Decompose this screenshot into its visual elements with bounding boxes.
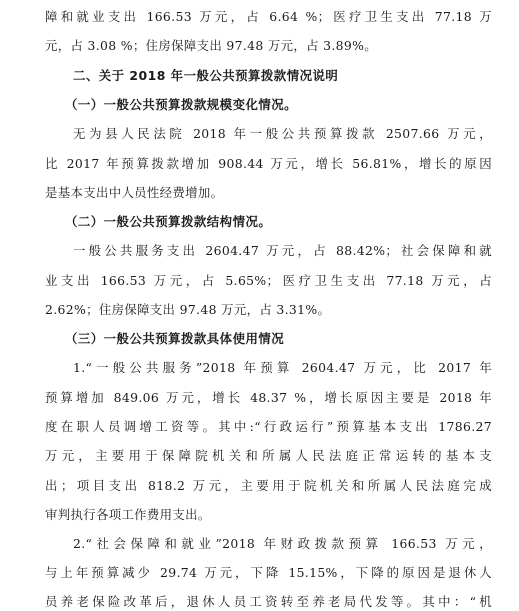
subsection-heading: （一）一般公共预算拨款规模变化情况。 xyxy=(65,97,298,112)
text-line: 一般公共服务支出 2604.47 万元，占 88.42%；社会保障和就 xyxy=(73,243,492,258)
text-line: 比 2017 年预算拨款增加 908.44 万元，增长 56.81%，增长的原因 xyxy=(45,156,492,171)
text-line: 与上年预算减少 29.74 万元，下降 15.15%，下降的原因是退休人 xyxy=(45,565,492,580)
text-line: 度在职人员调增工资等。其中:“行政运行”预算基本支出 1786.27 xyxy=(45,419,492,434)
text-line: 预算增加 849.06 万元，增长 48.37 %，增长原因主要是 2018 年 xyxy=(45,390,492,405)
text-line: 员养老保险改革后，退休人员工资转至养老局代发等。其中：“机 xyxy=(45,594,492,609)
section-heading: 二、关于 2018 年一般公共预算拨款情况说明 xyxy=(73,68,339,83)
subsection-heading: （三）一般公共预算拨款具体使用情况 xyxy=(65,331,285,346)
text-line: 2.62%；住房保障支出 97.48 万元，占 3.31%。 xyxy=(45,302,331,317)
text-line: 2.“社会保障和就业”2018 年财政拨款预算 166.53 万元， xyxy=(73,536,492,551)
text-line: 1.“一般公共服务”2018 年预算 2604.47 万元，比 2017 年 xyxy=(73,360,492,375)
text-line: 是基本支出中人员性经费增加。 xyxy=(45,185,224,200)
text-line: 万元，主要用于保障院机关和所属人民法庭正常运转的基本支 xyxy=(45,448,492,463)
text-line: 无为县人民法院 2018 年一般公共预算拨款 2507.66 万元， xyxy=(73,126,492,141)
text-line: 审判执行各项工作费用支出。 xyxy=(45,507,211,522)
text-line: 元，占 3.08 %；住房保障支出 97.48 万元，占 3.89%。 xyxy=(45,38,377,53)
text-line: 障和就业支出 166.53 万元，占 6.64 %；医疗卫生支出 77.18 万 xyxy=(45,9,492,24)
text-line: 出；项目支出 818.2 万元，主要用于院机关和所属人民法庭完成 xyxy=(45,478,492,493)
subsection-heading: （二）一般公共预算拨款结构情况。 xyxy=(65,214,272,229)
text-line: 业支出 166.53 万元，占 5.65%；医疗卫生支出 77.18 万元，占 xyxy=(45,273,492,288)
